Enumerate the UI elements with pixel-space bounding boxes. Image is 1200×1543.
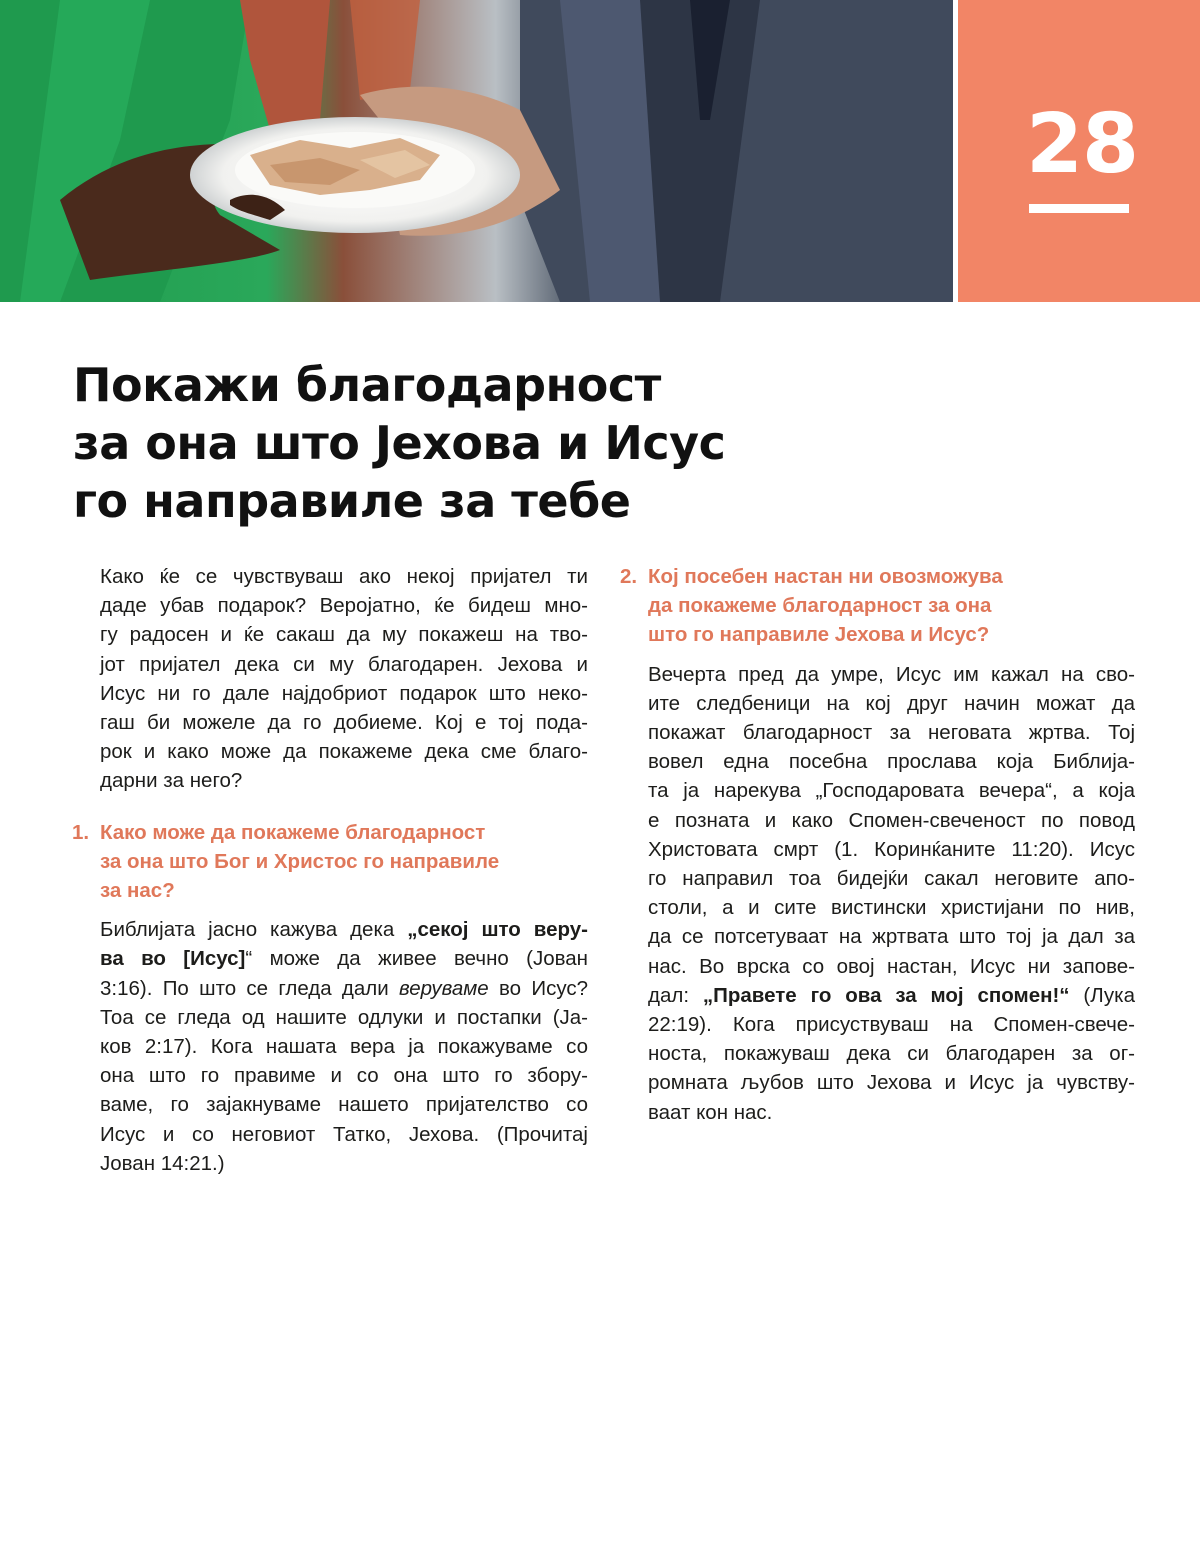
answer-line: столи, а и сите вистински христијани по нив,	[648, 896, 1135, 920]
scripture-quote: „Правете го ова за мој спомен!“	[702, 983, 1070, 1007]
answer-line: ваме, го зајакнуваме нашето пријателство со	[100, 1093, 588, 1117]
section-1-answer	[100, 915, 588, 1178]
intro-line: Како ќе се чувствуваш ако некој пријател ти	[100, 565, 588, 588]
question-line: Како може да покажеме благодарност	[100, 820, 486, 844]
photo-hands-passing-plate-icon	[0, 0, 953, 302]
section-1-question	[72, 818, 588, 906]
question-line: Кој посебен настан ни овозможува	[648, 565, 1003, 588]
section-1-number: 1.	[72, 820, 90, 844]
section-2-number: 2.	[620, 565, 638, 588]
answer-line: ваат кон нас.	[648, 1100, 773, 1124]
scripture-quote: „секој што веру-	[407, 918, 589, 942]
intro-line: гу радосен и ќе сакаш да му покажеш на тво-	[100, 623, 588, 647]
answer-line: Тоа се гледа од нашите одлуки и постапки (Ја-	[100, 1005, 588, 1029]
answer-line: ромната љубов што Јехова и Исус ја чувству-	[648, 1071, 1135, 1095]
intro-line: Исус ни го дале најдобриот подарок што неко-	[100, 681, 588, 705]
intro-line: јот пријател дека си му благодарен. Јехова и	[100, 652, 588, 676]
title-line: за она што Јехова и Исус	[73, 416, 726, 470]
title-line: Покажи благодарност	[73, 358, 661, 412]
answer-line: 3:16). По што се гледа дали веруваме во Исус?	[100, 976, 588, 1000]
answer-line: покажат благодарност за неговата жртва. Тој	[648, 721, 1135, 745]
answer-line: Јован 14:21.)	[100, 1151, 225, 1175]
intro-line: даде убав подарок? Веројатно, ќе бидеш мно-	[100, 594, 588, 618]
question-line: за она што Бог и Христос го направиле	[100, 849, 500, 873]
intro-line: дарни за него?	[100, 769, 243, 793]
scripture-quote: ва во [Исус]	[100, 947, 246, 971]
header-photo	[0, 0, 953, 302]
answer-line: вовел една посебна прослава која Библија-	[648, 750, 1135, 774]
title-line: го направиле за тебе	[73, 474, 631, 528]
answer-line: дал: „Правете го ова за мој спомен!“ (Лука	[648, 983, 1136, 1007]
answer-line: ва во [Исус]“ може да живее вечно (Јован	[100, 947, 589, 971]
answer-line: она што го правиме и со она што го збору-	[100, 1064, 588, 1088]
intro-paragraph	[100, 562, 588, 796]
answer-line: носта, покажуваш дека си благодарен за ог-	[648, 1042, 1135, 1066]
answer-line: Библијата јасно кажува дека „секој што веру-	[100, 918, 589, 942]
section-2-question	[620, 562, 1135, 650]
right-column	[620, 562, 1136, 1127]
page-title	[73, 356, 833, 530]
answer-line: ков 2:17). Кога нашата вера ја покажуваме со	[100, 1035, 588, 1059]
section-2-answer	[648, 660, 1135, 1127]
chapter-number: 28	[1026, 97, 1139, 192]
answer-line: го направил тоа бидејќи сакал неговите апо-	[648, 867, 1135, 891]
answer-line: 22:19). Кога присуствуваш на Спомен-свече-	[648, 1013, 1135, 1037]
answer-line: е позната и како Спомен-свеченост по повод	[648, 808, 1135, 832]
answer-line: Христовата смрт (1. Коринќаните 11:20). Исус	[648, 837, 1135, 861]
question-line: што го направиле Јехова и Исус?	[648, 623, 990, 647]
question-line: да покажеме благодарност за она	[648, 594, 992, 618]
answer-line: Вечерта пред да умре, Исус им кажал на сво-	[648, 662, 1135, 686]
answer-line: нас. Во врска со овој настан, Исус ни запове-	[648, 954, 1135, 978]
chapter-underline	[1029, 204, 1129, 213]
chapter-tab	[958, 0, 1200, 302]
emphasis: веруваме	[398, 976, 489, 1000]
intro-line: рок и како може да покажеме дека сме благо-	[100, 740, 588, 764]
intro-line: гаш би можеле да го добиеме. Кој е тој пода-	[100, 711, 588, 735]
answer-line: та ја нарекува „Господаровата вечера“, а која	[648, 779, 1135, 803]
answer-line: Исус и со неговиот Татко, Јехова. (Прочитај	[100, 1122, 588, 1146]
answer-line: да се потсетуваат на жртвата што тој ја дал за	[648, 925, 1135, 949]
question-line: за нас?	[100, 879, 175, 903]
answer-line: ите следбеници на кој друг начин можат да	[648, 691, 1135, 715]
left-column	[72, 562, 589, 1178]
